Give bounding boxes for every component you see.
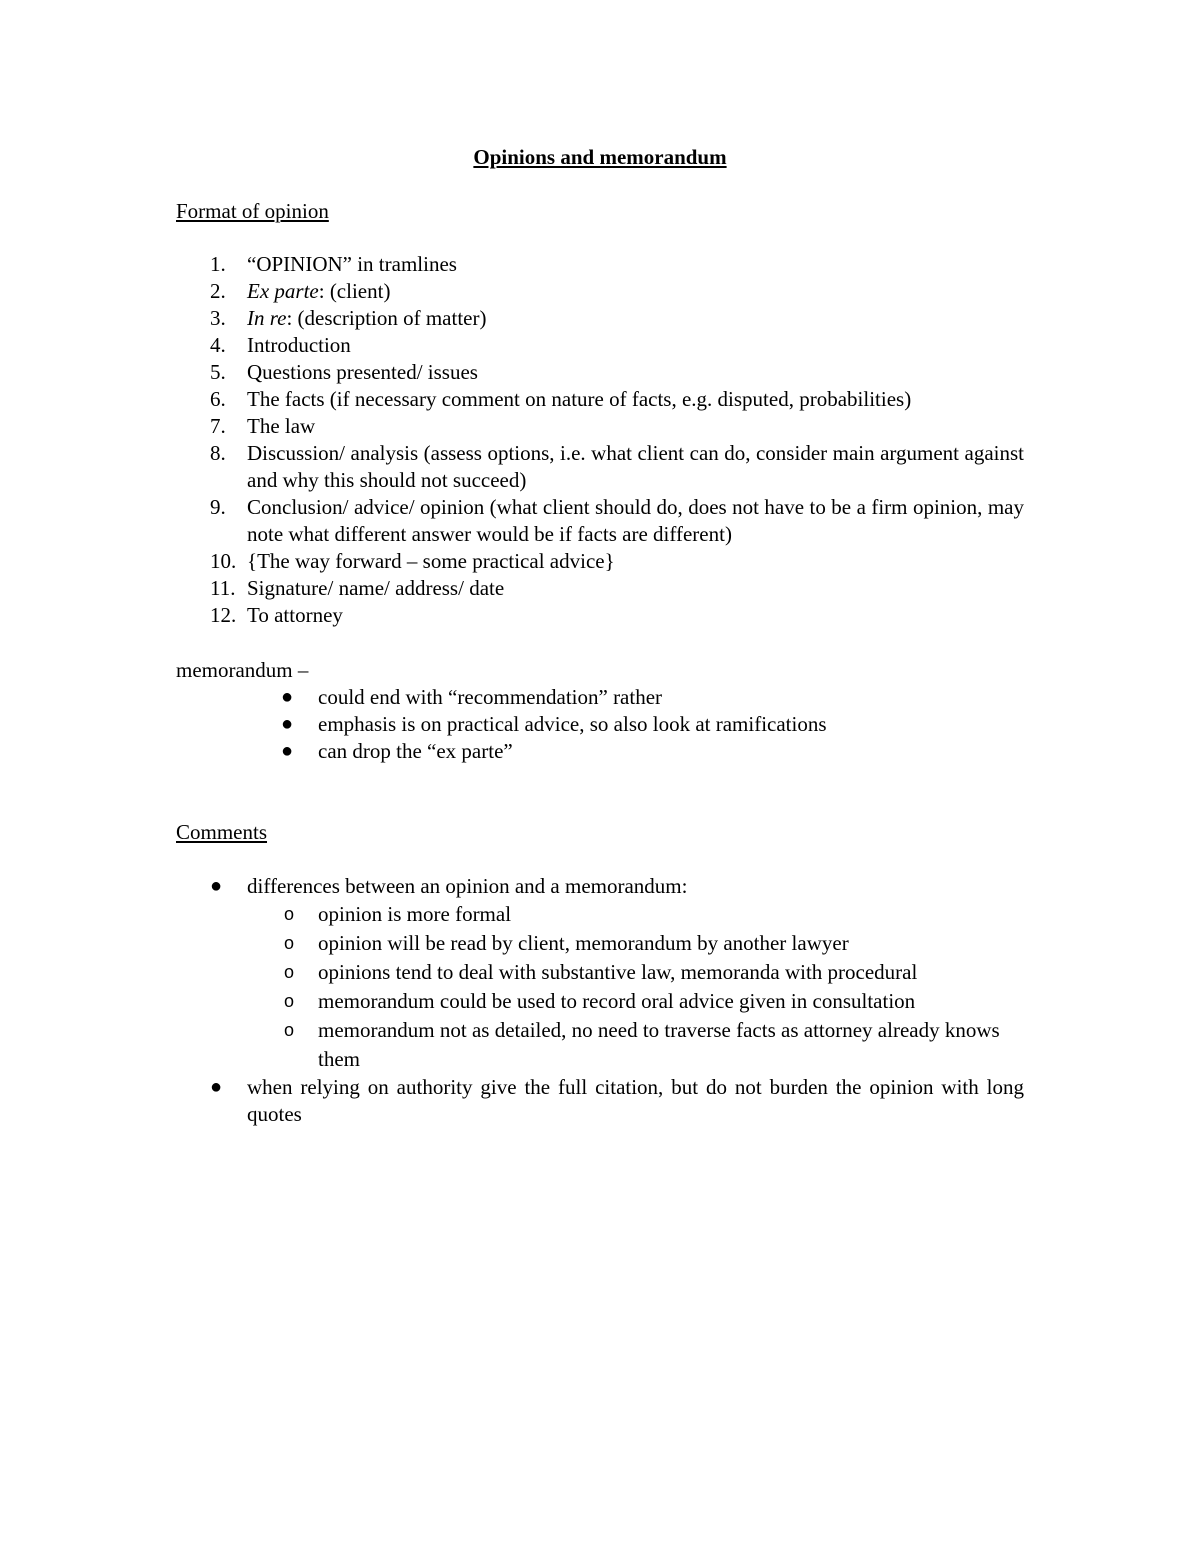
item-number: 12. [210, 603, 237, 627]
sub-bullet-icon: o [284, 962, 295, 982]
sub-list-item [247, 958, 1024, 987]
list-item [176, 386, 1024, 413]
item-text: emphasis is on practical advice, so also look at ramifications [318, 712, 827, 736]
list-item [176, 684, 1024, 711]
list-item [176, 602, 1024, 629]
item-text: {The way forward – some practical advice} [247, 549, 615, 573]
sub-bullet-icon: o [284, 991, 295, 1011]
item-number: 2. [210, 279, 226, 303]
list-item [176, 278, 1024, 305]
item-text: when relying on authority give the full citation, but do not burden the opinion with long quotes [247, 1075, 1024, 1126]
list-item [176, 305, 1024, 332]
item-text: opinion is more formal [318, 902, 512, 926]
comments-heading: Comments [176, 820, 268, 844]
list-item [176, 873, 1024, 1074]
item-number: 9. [210, 495, 226, 519]
item-number: 11. [210, 576, 236, 600]
item-number: 5. [210, 360, 226, 384]
sub-bullet-icon: o [284, 904, 295, 924]
bullet-icon: ● [281, 713, 294, 735]
differences-list [247, 900, 1024, 1074]
list-item [176, 738, 1024, 765]
item-text: Signature/ name/ address/ date [247, 576, 505, 600]
list-item [176, 440, 1024, 494]
item-text: Questions presented/ issues [247, 360, 478, 384]
item-text: The facts (if necessary comment on nature of facts, e.g. disputed, probabilities) [247, 387, 912, 411]
bullet-icon: ● [281, 686, 294, 708]
list-item [176, 359, 1024, 386]
list-item [176, 575, 1024, 602]
format-list [176, 251, 1024, 629]
item-text: differences between an opinion and a memorandum: [247, 874, 688, 898]
item-text: memorandum not as detailed, no need to traverse facts as attorney already knows them [318, 1018, 1000, 1071]
list-item [176, 251, 1024, 278]
item-text: The law [247, 414, 316, 438]
item-text: opinions tend to deal with substantive law, memoranda with procedural [318, 960, 918, 984]
item-text: “OPINION” in tramlines [247, 252, 457, 276]
sub-bullet-icon: o [284, 933, 295, 953]
item-italic: Ex parte [247, 279, 319, 303]
item-number: 8. [210, 441, 226, 465]
item-text: Discussion/ analysis (assess options, i.e. what client can do, consider main argument against and why this should not succeed) [247, 441, 1024, 492]
comments-list [176, 873, 1024, 1128]
memorandum-label: memorandum – [176, 658, 309, 682]
item-number: 3. [210, 306, 226, 330]
page-title: Opinions and memorandum [473, 145, 727, 169]
list-item [176, 548, 1024, 575]
item-text: : (client) [318, 279, 391, 303]
list-item [176, 332, 1024, 359]
list-item [176, 1074, 1024, 1128]
format-heading: Format of opinion [176, 199, 329, 223]
item-text: : (description of matter) [286, 306, 487, 330]
sub-list-item [247, 900, 1024, 929]
item-number: 10. [210, 549, 237, 573]
sub-list-item [247, 929, 1024, 958]
sub-list-item [247, 1016, 1024, 1074]
item-number: 6. [210, 387, 226, 411]
list-item [176, 494, 1024, 548]
item-number: 1. [210, 252, 226, 276]
item-italic: In re [247, 306, 287, 330]
item-text: Introduction [247, 333, 351, 357]
item-text: could end with “recommendation” rather [318, 685, 663, 709]
bullet-icon: ● [210, 1076, 223, 1098]
bullet-icon: ● [210, 875, 223, 897]
bullet-icon: ● [281, 740, 294, 762]
memorandum-list [176, 684, 1024, 765]
item-text: can drop the “ex parte” [318, 739, 513, 763]
item-text: memorandum could be used to record oral advice given in consultation [318, 989, 916, 1013]
item-text: Conclusion/ advice/ opinion (what client should do, does not have to be a firm opinion, may note what different answer would be if facts are different) [247, 495, 1024, 546]
list-item [176, 711, 1024, 738]
item-number: 7. [210, 414, 226, 438]
item-text: opinion will be read by client, memorandum by another lawyer [318, 931, 849, 955]
item-number: 4. [210, 333, 226, 357]
sub-list-item [247, 987, 1024, 1016]
sub-bullet-icon: o [284, 1020, 295, 1040]
item-text: To attorney [247, 603, 343, 627]
list-item [176, 413, 1024, 440]
